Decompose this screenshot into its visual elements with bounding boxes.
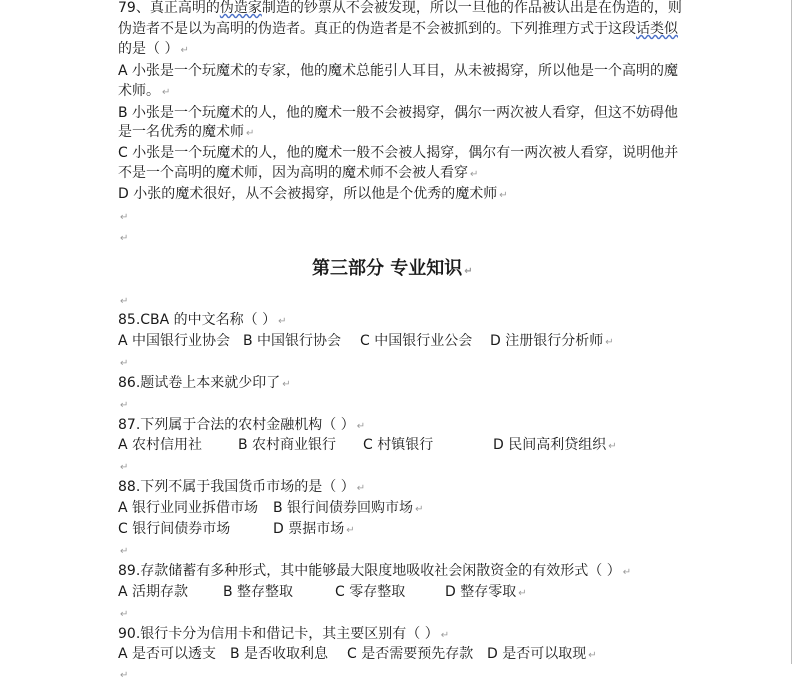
paragraph-mark-icon: ↵ <box>518 588 527 599</box>
q85-option-c: C 中国银行业公会 <box>360 333 473 349</box>
paragraph-mark-icon: ↵ <box>440 630 450 641</box>
empty-paragraph <box>118 540 128 560</box>
q79-option-d: D 小张的魔术很好，从不会被揭穿，所以他是个优秀的魔术师 ↵ <box>118 186 508 202</box>
q85-option-a: A 中国银行业协会 <box>118 333 231 349</box>
q88-option-a: A 银行业同业拆借市场 <box>118 500 259 516</box>
empty-paragraph <box>118 664 128 684</box>
q87-option-c: C 村镇银行 <box>363 437 434 453</box>
q79-option-a-line-1: A 小张是一个玩魔术的专家，他的魔术总能引人耳目，从未被揭穿，所以他是一个高明的魔 <box>118 63 679 79</box>
q87-option-d: D 民间高利贷组织 <box>493 437 607 453</box>
q88-options-line-2 <box>118 519 355 539</box>
q85-options <box>118 331 614 351</box>
empty-paragraph <box>118 456 128 476</box>
q79-stem-line-1: 79、真正高明的伪造家制造的钞票从不会被发现，所以一旦他的作品被认出是在伪造的，则 <box>118 0 682 16</box>
paragraph-mark-icon: ↵ <box>120 296 129 307</box>
q79-option-b-line-2: 是一名优秀的魔术师 ↵ <box>118 124 255 140</box>
q89-options <box>118 582 527 602</box>
paragraph-mark-icon: ↵ <box>464 266 473 277</box>
q88-option-c: C 银行间债券市场 <box>118 521 231 537</box>
q90-stem: 90.银行卡分为信用卡和借记卡，其主要区别有（ ） ↵ <box>118 626 450 642</box>
grammar-mark: 话类似 <box>636 21 678 37</box>
paragraph-mark-icon: ↵ <box>120 212 129 223</box>
empty-paragraph <box>118 603 128 623</box>
paragraph-mark-icon: ↵ <box>278 316 287 327</box>
q88-stem: 88.下列不属于我国货币市场的是（ ） ↵ <box>118 479 366 495</box>
q90-option-b: B 是否收取利息 <box>230 646 329 662</box>
q79-option-c-line-1: C 小张是一个玩魔术的人，他的魔术一般不会被人揭穿，偶尔有一两次被人看穿，说明他并 <box>118 145 679 161</box>
q89-option-b: B 整存整取 <box>223 584 294 600</box>
paragraph-mark-icon: ↵ <box>415 504 424 515</box>
q89-stem: 89.存款储蓄有多种形式，其中能够最大限度地吸收社会闲散资金的有效形式（ ） ↵ <box>118 563 632 579</box>
grammar-mark: 伪造家 <box>219 0 262 16</box>
q87-stem: 87.下列属于合法的农村金融机构（ ） ↵ <box>118 417 366 433</box>
paragraph-mark-icon: ↵ <box>120 462 129 473</box>
paragraph-mark-icon: ↵ <box>120 358 129 369</box>
q79-stem-line-3: 的是（ ） ↵ <box>118 41 189 57</box>
paragraph-mark-icon: ↵ <box>246 128 255 139</box>
paragraph-mark-icon: ↵ <box>120 546 129 557</box>
empty-paragraph <box>118 352 128 372</box>
q90-option-d: D 是否可以取现 <box>487 646 587 662</box>
q89-option-c: C 零存整取 <box>335 584 406 600</box>
q87-option-a: A 农村信用社 <box>118 437 203 453</box>
q87-options <box>118 435 617 455</box>
q89-option-a: A 活期存款 <box>118 584 189 600</box>
q79-stem-line-2: 伪造者不是以为高明的伪造者。真正的伪造者是不会被抓到的。下列推理方式于这段话类似 <box>118 21 678 37</box>
paragraph-mark-icon: ↵ <box>346 525 355 536</box>
q90-options <box>118 644 597 664</box>
paragraph-mark-icon: ↵ <box>180 45 189 56</box>
paragraph-mark-icon: ↵ <box>499 190 508 201</box>
q86-stem: 86.题试卷上本来就少印了 ↵ <box>118 375 291 391</box>
q87-option-b: B 农村商业银行 <box>238 437 337 453</box>
q85-option-b: B 中国银行协会 <box>243 333 342 349</box>
paragraph-mark-icon: ↵ <box>120 670 129 681</box>
q90-option-c: C 是否需要预先存款 <box>347 646 474 662</box>
empty-paragraph <box>118 206 128 226</box>
section-title: 第三部分 专业知识 ↵ <box>312 258 473 279</box>
paragraph-mark-icon: ↵ <box>622 567 632 578</box>
q85-option-d: D 注册银行分析师 <box>490 333 604 349</box>
q88-options-line-1 <box>118 498 423 518</box>
empty-paragraph <box>118 290 128 310</box>
q79-option-b-line-1: B 小张是一个玩魔术的人，他的魔术一般不会被揭穿，偶尔一两次被人看穿，但这不妨碍他 <box>118 105 679 121</box>
q90-option-a: A 是否可以透支 <box>118 646 217 662</box>
paragraph-mark-icon: ↵ <box>120 400 129 411</box>
q79-option-c-line-2: 不是一个高明的魔术师，因为高明的魔术师不会被人看穿 ↵ <box>118 165 479 181</box>
empty-paragraph <box>118 227 128 247</box>
q79-option-a-line-2: 术师。 ↵ <box>118 83 171 99</box>
paragraph-mark-icon: ↵ <box>120 233 129 244</box>
q89-option-d: D 整存零取 <box>445 584 517 600</box>
paragraph-mark-icon: ↵ <box>588 650 597 661</box>
paragraph-mark-icon: ↵ <box>356 421 366 432</box>
q85-stem: 85.CBA 的中文名称（ ） ↵ <box>118 312 287 328</box>
q88-option-b: B 银行间债券回购市场 <box>273 500 414 516</box>
paragraph-mark-icon: ↵ <box>282 379 291 390</box>
q88-option-d: D 票据市场 <box>273 521 345 537</box>
paragraph-mark-icon: ↵ <box>608 441 617 452</box>
empty-paragraph <box>118 394 128 414</box>
paragraph-mark-icon: ↵ <box>120 609 129 620</box>
page-edge <box>791 0 792 664</box>
paragraph-mark-icon: ↵ <box>470 169 479 180</box>
paragraph-mark-icon: ↵ <box>356 483 366 494</box>
paragraph-mark-icon: ↵ <box>605 337 614 348</box>
paragraph-mark-icon: ↵ <box>162 87 171 98</box>
